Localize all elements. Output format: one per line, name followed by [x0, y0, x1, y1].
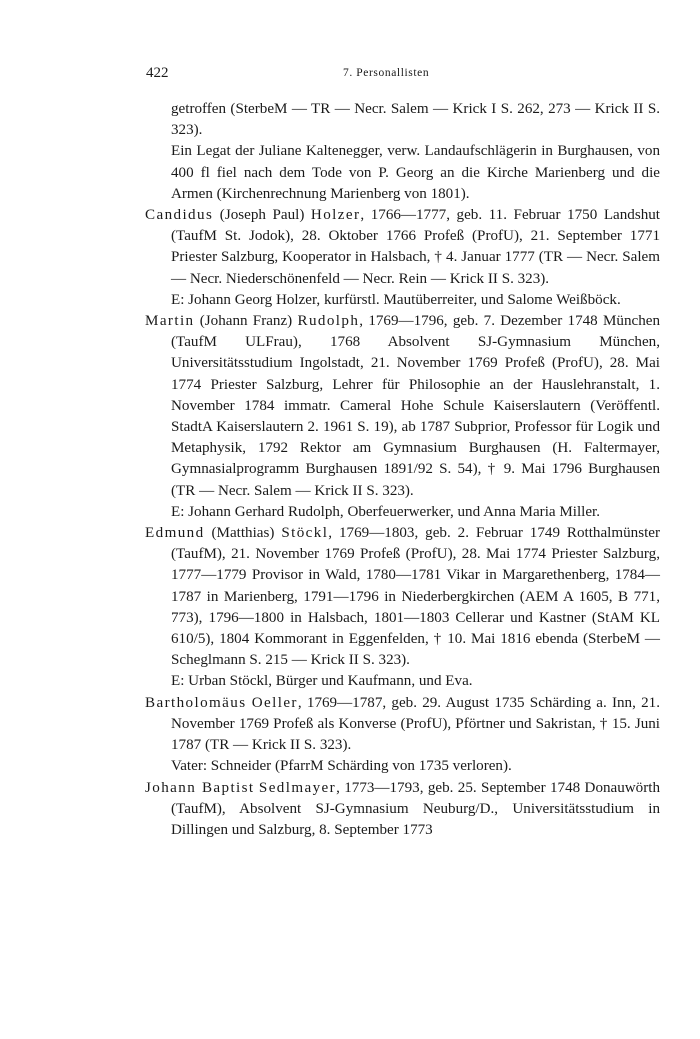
- entry-middle-name: (Matthias): [204, 525, 282, 542]
- entry-stoeckl: [145, 523, 660, 671]
- entry-given-name: Candidus: [145, 207, 214, 224]
- entry-surname: Oeller: [251, 694, 298, 711]
- entry-surname: Rudolph: [297, 313, 360, 330]
- entry-middle-name: (Joseph Paul): [213, 207, 311, 224]
- entry-surname: Stöckl: [281, 525, 329, 542]
- entry-body: , 1769—1787, geb. 29. August 1735 Schärding a. Inn, 21. November 1769 Profeß als Konverse (ProfU), Pförtner und Sakristan, † 15. Juni 1787 (TR — Krick II S. 323).: [171, 694, 660, 754]
- entry-body: , 1766—1777, geb. 11. Februar 1750 Landshut (TaufM St. Jodok), 28. Oktober 1766 Profeß (ProfU), 21. September 1771 Priester Salzburg, Kooperator in Halsbach, † 4. Januar 1777 (TR — Necr. Salem — Necr. Niederschönenfeld — Necr. Rein — Krick II S. 323).: [171, 207, 660, 287]
- entry-rudolph: [145, 311, 660, 502]
- entry-note: Vater: Schneider (PfarrM Schärding von 1735 verloren).: [171, 758, 512, 775]
- entry-note: E: Urban Stöckl, Bürger und Kaufmann, und Eva.: [171, 673, 473, 690]
- entry-given-name: Bartholomäus: [145, 694, 247, 711]
- entry-note: E: Johann Gerhard Rudolph, Oberfeuerwerker, und Anna Maria Miller.: [171, 503, 601, 520]
- entry-oeller: [145, 693, 660, 757]
- entry-given-name: Martin: [145, 313, 195, 330]
- entry-surname: Holzer: [310, 207, 361, 224]
- entry-middle-name: (Johann Franz): [194, 313, 298, 330]
- entry-note: E: Johann Georg Holzer, kurfürstl. Mautüberreiter, und Salome Weißböck.: [171, 291, 621, 308]
- running-title: 7. Personallisten: [343, 67, 430, 79]
- entry-body: , 1773—1793, geb. 25. September 1748 Donauwörth (TaufM), Absolvent SJ-Gymnasium Neuburg/D., Universitätsstudium in Dillingen und Salzburg, 8. September 1773: [171, 779, 660, 838]
- entry-holzer: [145, 205, 660, 290]
- entry-body: , 1769—1803, geb. 2. Februar 1749 Rotthalmünster (TaufM), 21. November 1769 Profeß (ProfU), 28. Mai 1774 Priester Salzburg, 1777—1779 Provisor in Wald, 1780—1781 Vikar in Margarethenberg, 1784—1787 in Marienberg, 1791—1796 in Niederbergkirchen (AEM A 1605, B 771, 773), 1796—1800 in Halsbach, 1801—1803 Cellerar und Kastner (StAM KL 610/5), 1804 Kommorant in Eggenfelden, † 10. Mai 1816 ebenda (SterbeM — Scheglmann S. 215 — Krick II S. 323).: [171, 525, 660, 669]
- entry-body: , 1769—1796, geb. 7. Dezember 1748 München (TaufM ULFrau), 1768 Absolvent SJ-Gymnasium München, Universitätsstudium Ingolstadt, 21. November 1769 Profeß (ProfU), 28. Mai 1774 Priester Salzburg, Lehrer für Philosophie an der Hauslehranstalt, 1. November 1784 immatr. Cameral Hohe Schule Kaiserslautern (Veröffentl. StadtA Kaiserslautern 2. 1961 S. 19), ab 1787 Subprior, Professor für Logik und Metaphysik, 1792 Rektor am Gymnasium Burghausen (H. Faltermayer, Gymnasialprogramm Burghausen 1891/92 S. 54), † 9. Mai 1796 Burghausen (TR — Necr. Salem — Krick II S. 323).: [171, 313, 661, 499]
- entry-given-name: Johann Baptist: [145, 779, 255, 796]
- entry-surname: Sedlmayer: [258, 779, 337, 796]
- entry-continuation: getroffen (SterbeM — TR — Necr. Salem — Krick I S. 262, 273 — Krick II S. 323).: [171, 101, 660, 139]
- page-number: 422: [146, 65, 169, 81]
- entry-sedlmayer: [145, 778, 660, 842]
- main-text: [145, 99, 660, 841]
- entry-note: Ein Legat der Juliane Kaltenegger, verw. Landaufschlägerin in Burghausen, von 400 fl fiel nach dem Tode von P. Georg an die Kirche Marienberg und die Armen (Kirchenrechnung Marienberg von 1801).: [171, 143, 660, 202]
- entry-given-name: Edmund: [145, 525, 205, 542]
